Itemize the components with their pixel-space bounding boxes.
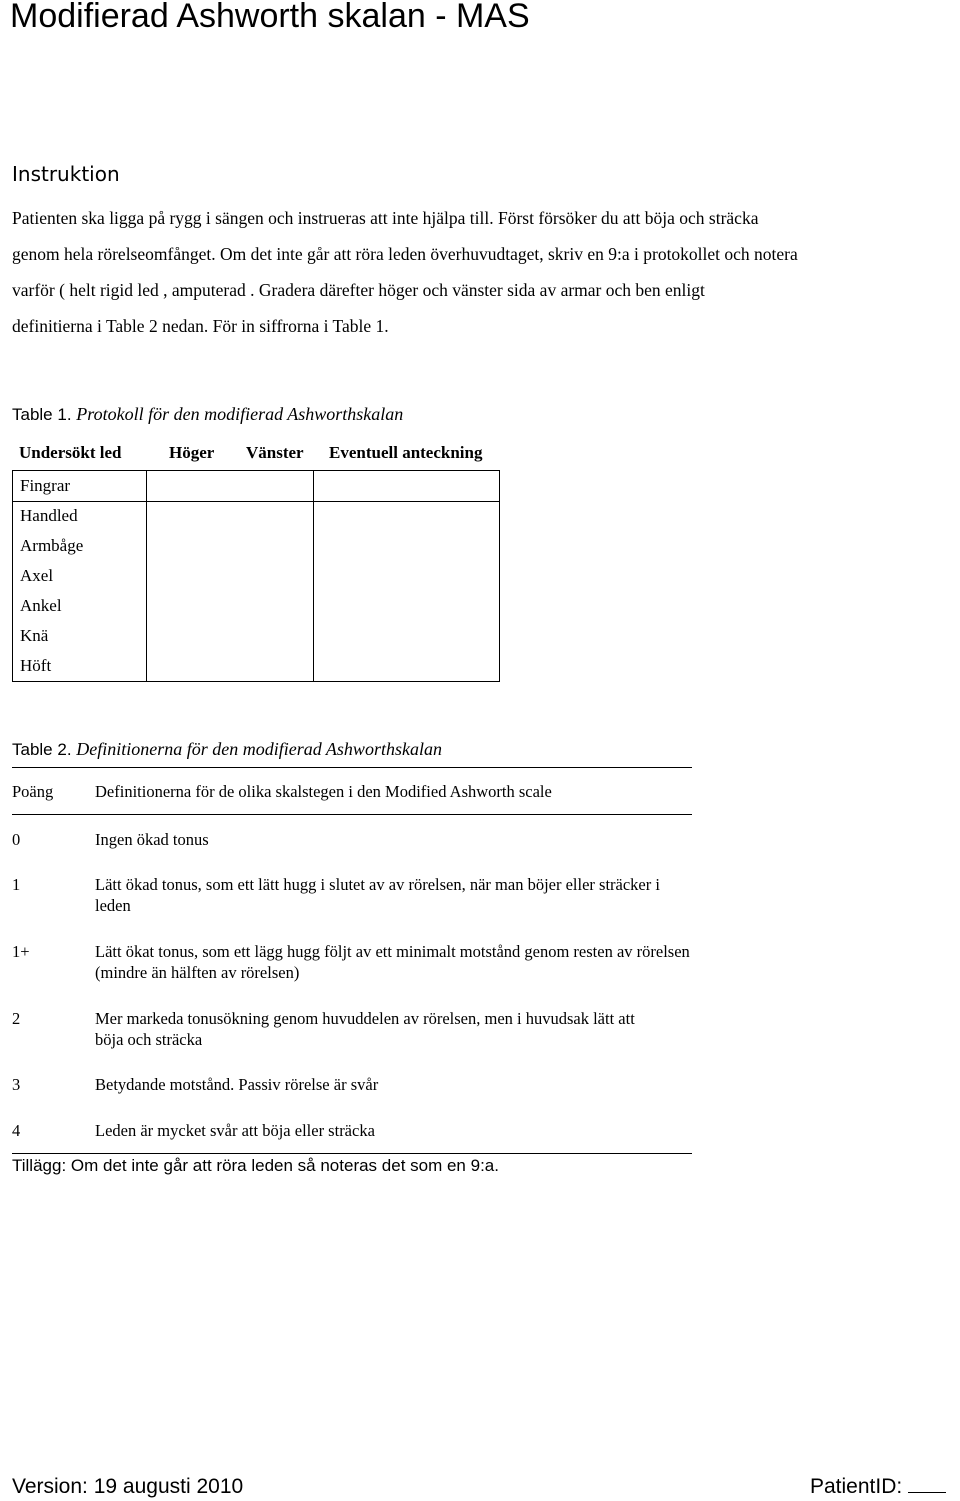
instructions-text [12, 200, 957, 344]
table1-label: Table 1. [12, 405, 72, 424]
instructions-heading: Instruktion [12, 162, 120, 186]
score-cell: 1 [12, 875, 21, 894]
column-divider [146, 471, 147, 681]
header-left: Vänster [246, 443, 304, 462]
instructions-line: varför ( helt rigid led , amputerad . Gradera därefter höger och vänster sida av armar och ben enligt [12, 280, 705, 300]
table1-caption [12, 403, 403, 426]
definition-cell: Mer markeda tonusökning genom huvuddelen av rörelsen, men i huvudsak lätt att böja och sträcka [95, 1009, 635, 1049]
patient-id-label: PatientID: [810, 1475, 903, 1498]
version-text: Version: 19 augusti 2010 [12, 1475, 244, 1498]
table2-top-rule [12, 767, 692, 768]
table2-addendum: Tillägg: Om det inte går att röra leden så noteras det som en 9:a. [12, 1156, 499, 1175]
instructions-line: definitierna i Table 2 nedan. För in siffrorna i Table 1. [12, 316, 389, 336]
definition-cell: Betydande motstånd. Passiv rörelse är svår [95, 1075, 379, 1094]
score-cell: 0 [12, 830, 21, 849]
protocol-table-grid [12, 470, 500, 682]
score-cell: 3 [12, 1075, 21, 1094]
table2-label: Table 2. [12, 740, 72, 759]
table2-description: Definitionerna för den modifierad Ashworthskalan [76, 739, 442, 759]
header-right: Höger [169, 443, 215, 462]
joint-row-fingers: Fingrar [20, 476, 71, 495]
protocol-table-header [11, 436, 501, 470]
table2-header-definition: Definitionerna för de olika skalstegen i den Modified Ashworth scale [95, 782, 552, 801]
patient-id-blank[interactable] [908, 1474, 946, 1493]
joint-row-elbow: Armbåge [20, 536, 84, 555]
table2-bottom-rule [12, 1153, 692, 1154]
definition-cell: Ingen ökad tonus [95, 830, 209, 849]
definition-cell: Lätt ökad tonus, som ett lätt hugg i slutet av av rörelsen, när man böjer eller sträcker i leden [95, 875, 660, 915]
score-cell: 4 [12, 1121, 21, 1140]
score-cell: 2 [12, 1009, 21, 1028]
score-cell: 1+ [12, 942, 30, 961]
table2-caption [12, 738, 442, 761]
joint-row-hip: Höft [20, 656, 52, 675]
table2-header-score: Poäng [12, 782, 54, 801]
joint-row-wrist: Handled [20, 506, 78, 525]
definition-cell: Lätt ökat tonus, som ett lägg hugg följt av ett minimalt motstånd genom resten av rörelsen (mindre än hälften av rörelsen) [95, 942, 690, 982]
table1-description: Protokoll för den modifierad Ashworthskalan [76, 404, 404, 424]
row-divider [13, 501, 499, 502]
instructions-line: Patienten ska ligga på rygg i sängen och instrueras att inte hjälpa till. Först försöker du att böja och sträcka [12, 208, 759, 228]
header-note: Eventuell anteckning [329, 443, 483, 462]
page-title: Modifierad Ashworth skalan - MAS [10, 0, 530, 35]
definition-cell: Leden är mycket svår att böja eller sträcka [95, 1121, 375, 1140]
table2-header-rule [12, 814, 692, 815]
header-joint: Undersökt led [19, 443, 122, 462]
instructions-line: genom hela rörelseomfånget. Om det inte går att röra leden överhuvudtaget, skriv en 9:a i protokollet och notera [12, 244, 798, 264]
joint-row-knee: Knä [20, 626, 49, 645]
joint-row-shoulder: Axel [20, 566, 54, 585]
patient-id [810, 1473, 946, 1501]
joint-row-ankle: Ankel [20, 596, 62, 615]
column-divider [313, 471, 314, 681]
